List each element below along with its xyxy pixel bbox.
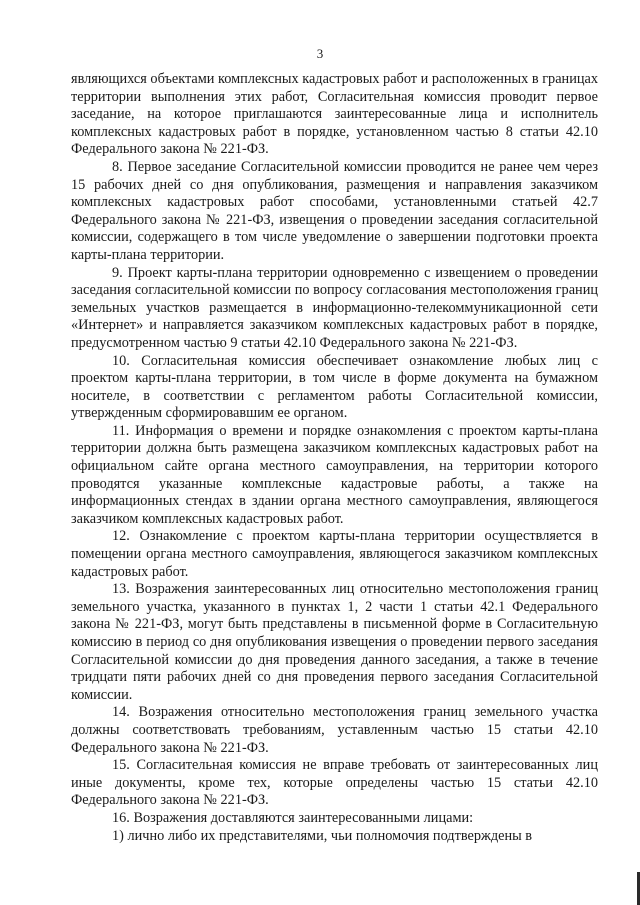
paragraph-continuation: являющихся объектами комплексных кадастровых работ и расположенных в границах территории выполнения этих работ, Согласительная комиссия проводит первое заседание, на которое приглашаются заинтересованные лица и исполнитель комплексных кадастровых работ в порядке, установленном частью 8 статьи 42.10 Федерального закона № 221-ФЗ. — [71, 71, 599, 158]
paragraph-subitem-1: 1) лично либо их представителями, чьи полномочия подтверждены в — [112, 827, 533, 844]
document-body — [71, 71, 598, 845]
paragraph-item-16: 16. Возражения доставляются заинтересованными лицами: — [112, 809, 474, 826]
paragraph-item-13: 13. Возражения заинтересованных лиц относительно местоположения границ земельного участка, указанного в пунктах 1, 2 части 1 статьи 42.1 Федерального закона № 221-ФЗ, могут быть представлены в письменной форме в Согласительную комиссию в период со дня опубликования извещения о проведении первого заседания Согласительной комиссии до дня проведения данного заседания, а также в течение тридцати пяти рабочих дней со дня проведения первого заседания Согласительной комиссии. — [71, 581, 598, 703]
paragraph-item-11: 11. Информация о времени и порядке ознакомления с проектом карты-плана территории должна быть размещена заказчиком комплексных кадастровых работ на официальном сайте органа местного самоуправления, на территории которого проводятся указанные комплексные кадастровые работы, а также на информационных стендах в здании органа местного самоуправления, являющегося заказчиком комплексных кадастровых работ. — [71, 422, 598, 527]
paragraph-item-8: 8. Первое заседание Согласительной комиссии проводится не ранее чем через 15 рабочих дней со дня опубликования, размещения и направления заказчиком комплексных кадастровых работ способами, установленными статьей 42.7 Федерального закона № 221-ФЗ, извещения о проведении заседания согласительной комиссии, содержащего в том числе уведомление о завершении подготовки проекта карты-плана территории. — [71, 158, 598, 263]
paragraph-item-10: 10. Согласительная комиссия обеспечивает ознакомление любых лиц с проектом карты-плана территории, в том числе в форме документа на бумажном носителе, в соответствии с регламентом работы Согласительной комиссии, утвержденным сформировавшим ее органом. — [71, 352, 598, 422]
page-number: 3 — [316, 46, 324, 61]
paragraph-item-14: 14. Возражения относительно местоположения границ земельного участка должны соответствовать требованиям, уставленным частью 15 статьи 42.10 Федерального закона № 221-ФЗ. — [71, 704, 598, 756]
paragraph-item-9: 9. Проект карты-плана территории одновременно с извещением о проведении заседания согласительной комиссии по вопросу согласования местоположения границ земельных участков размещается в информационно-телекоммуникационной сети «Интернет» и направляется заказчиком комплексных кадастровых работ в порядке, предусмотренном частью 9 статьи 42.10 Федерального закона № 221-ФЗ. — [71, 264, 598, 351]
paragraph-item-15: 15. Согласительная комиссия не вправе требовать от заинтересованных лиц иные документы, кроме тех, которые определены частью 15 статьи 42.10 Федерального закона № 221-ФЗ. — [71, 757, 598, 809]
paragraph-item-12: 12. Ознакомление с проектом карты-плана территории осуществляется в помещении органа местного самоуправления, являющегося заказчиком комплексных кадастровых работ. — [71, 528, 598, 580]
